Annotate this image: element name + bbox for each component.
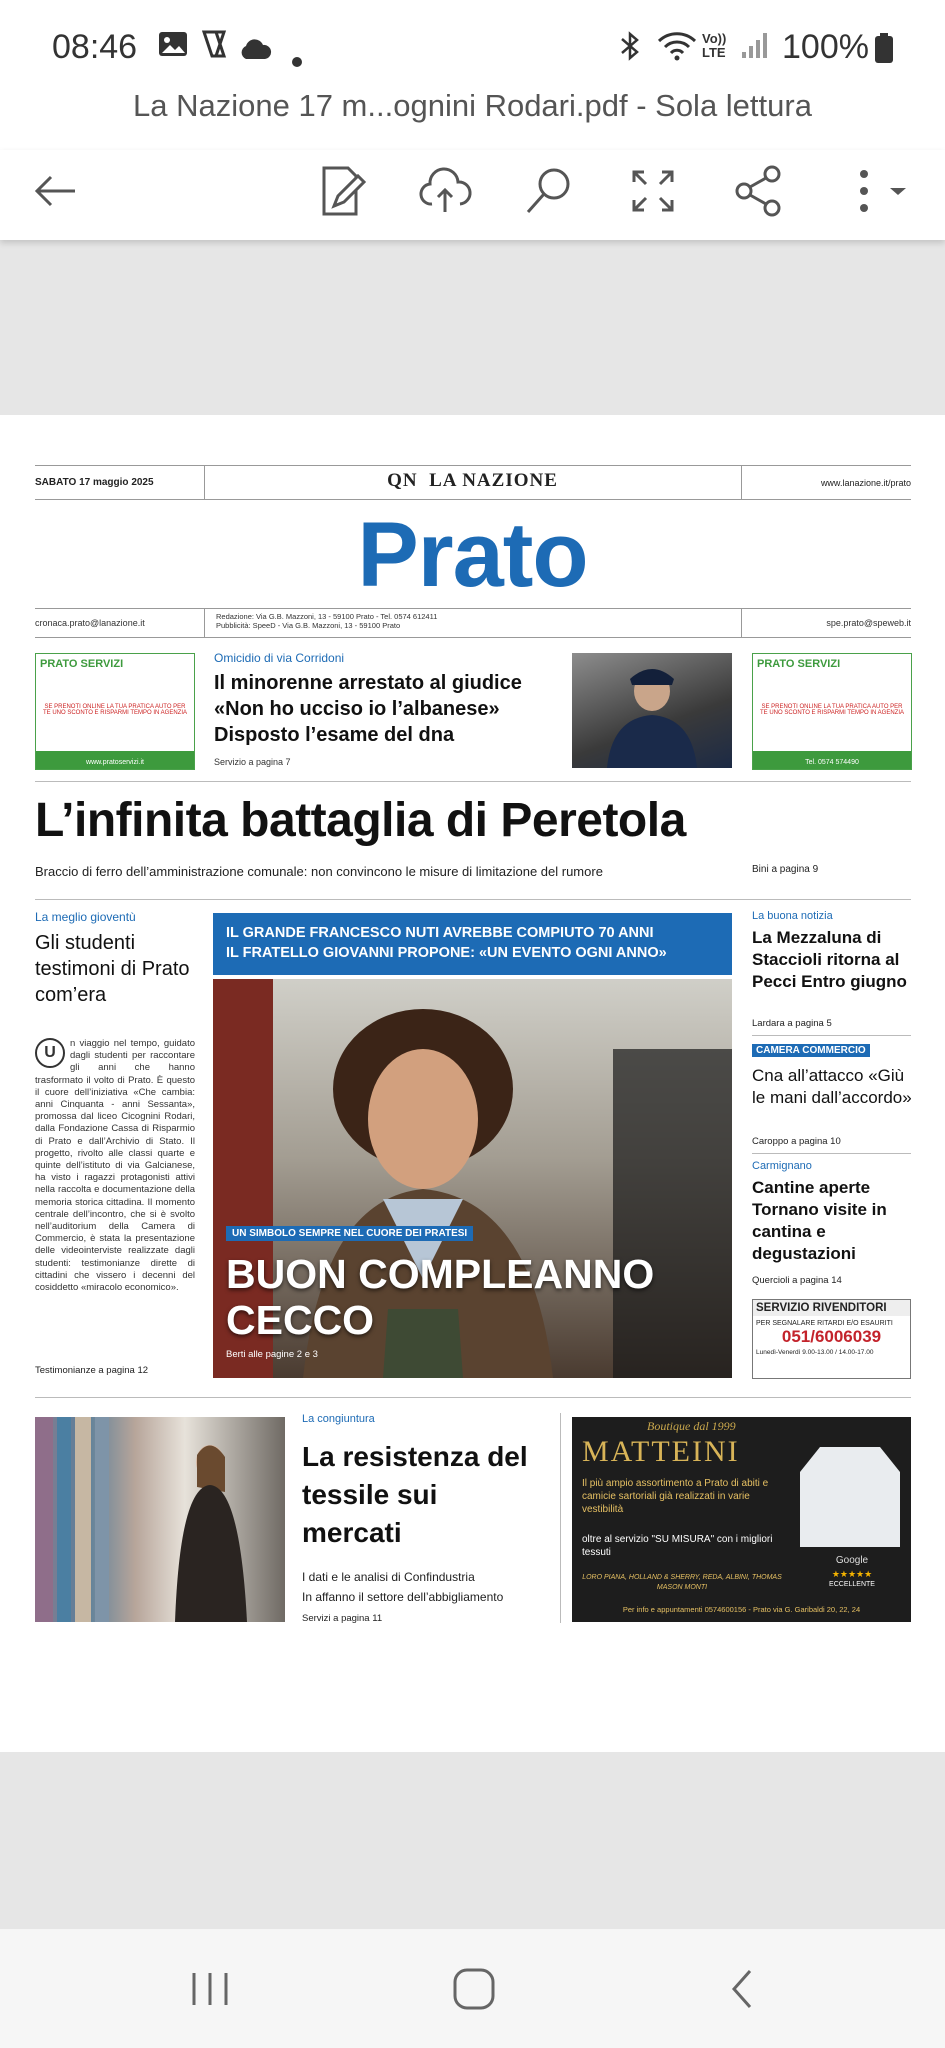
right-title-2: Cna all’attacco «Giù le mani dall’accordo» [752,1066,912,1107]
back-icon [25,160,87,222]
right-ref-2: Caroppo a pagina 10 [752,1136,841,1147]
bottom-kicker: La congiuntura [302,1413,375,1425]
battery-icon [874,32,894,69]
pdf-page[interactable] [0,415,945,1752]
status-time: 08:46 [52,28,138,66]
recents-button[interactable] [186,1969,236,2009]
right-title-1: La Mezzaluna di Staccioli ritorna al Pecci Entro giugno [752,928,907,991]
ad-prato-servizi-left: PRATO SERVIZI SE PRENOTI ONLINE LA TUA PRATICA AUTO PER TE UNO SCONTO E RISPARMI TEMPO IN AGENZIA www.pratoservizi.it [35,653,195,770]
edit-icon [310,160,372,222]
volte-icon: Vo)) LTE [702,31,727,60]
home-icon [452,1967,496,2011]
edition-city: Prato [357,504,588,606]
edit-button[interactable] [310,160,372,222]
left-ref: Testimonianze a pagina 12 [35,1365,149,1376]
cloud-upload-button[interactable] [414,160,476,222]
share-icon [728,160,790,222]
back-nav-icon [722,1967,762,2011]
cloud-upload-icon [414,160,476,222]
bottom-title: La resistenza del tessile sui mercati [302,1441,528,1548]
back-button[interactable] [25,160,87,222]
right-kicker-3: Carmignano [752,1160,812,1172]
recents-icon [186,1969,236,2009]
redazione-info: Redazione: Via G.B. Mazzoni, 13 - 59100 Prato - Tel. 0574 612411 Pubblicità: SpeeD - Via G.B. Mazzoni, 13 - 59100 Prato [216,612,438,630]
textile-photo [35,1417,285,1622]
top-story-headline: Il minorenne arrestato al giudice «Non ho ucciso io l’albanese» Disposto l’esame del dna [214,672,522,746]
bottom-ref: Servizi a pagina 11 [302,1613,383,1624]
newspaper-brand: QN LA NAZIONE [387,470,558,491]
dot-icon [291,42,303,76]
shirt-image [800,1447,900,1547]
bluetooth-icon [618,30,642,70]
fullscreen-icon [622,160,684,222]
email-pubblicita: spe.prato@speweb.it [826,618,911,628]
main-headline: L’infinita battaglia di Peretola [35,794,686,847]
share-button[interactable] [728,160,790,222]
copilot-icon [198,30,230,66]
newspaper-website: www.lanazione.it/prato [820,478,911,488]
ad-prato-servizi-right: PRATO SERVIZI SE PRENOTI ONLINE LA TUA PRATICA AUTO PER TE UNO SCONTO E RISPARMI TEMPO IN AGENZIA Tel. 0574 574490 [752,653,912,770]
ad-matteini: Boutique dal 1999 MATTEINI Il più ampio assortimento a Prato di abiti e camicie sartoriali già realizzati in varie vestibilità oltre al servizio "SU MISURA" con i migliori tessuti LORO PIANA, HOLLAND & SHERRY, REDA, ALBINI, THOMAS MASON MONTI Google ★★★★★ ECCELLENTE Per info e appuntamenti 0574600156 - Prato via G. Garibaldi 20, 22, 24 [572,1417,911,1622]
service-box: SERVIZIO RIVENDITORI PER SEGNALARE RITARDI E/O ESAURITI 051/6006039 Lunedì-Venerdì 9.00-13.00 / 14.00-17.00 [752,1299,911,1379]
right-title-3: Cantine aperte Tornano visite in cantina e degustazioni [752,1178,887,1263]
title-bar [0,88,945,150]
cloud-icon [238,34,272,68]
right-ref-1: Lardara a pagina 5 [752,1018,832,1029]
left-kicker: La meglio gioventù [35,910,136,924]
navigation-bar [0,1929,945,2048]
feature-title: BUON COMPLEANNO CECCO [226,1251,655,1343]
battery-level: 100% [782,28,869,66]
feature-ref: Berti alle pagine 2 e 3 [226,1349,318,1360]
home-button[interactable] [452,1967,496,2011]
main-subheadline: Braccio di ferro dell’amministrazione comunale: non convincono le misure di limitazione del rumore [35,864,603,879]
top-story-kicker: Omicidio di via Corridoni [214,651,345,665]
signal-icon [740,30,770,68]
gallery-icon [158,30,188,66]
rating-stars: ★★★★★ [831,1569,873,1579]
bottom-sub: I dati e le analisi di Confindustria In affanno il settore dell’abbigliamento [302,1570,504,1604]
issue-date: SABATO 17 maggio 2025 [35,477,154,488]
right-ref-3: Quercioli a pagina 14 [752,1275,842,1286]
wifi-icon [656,30,698,70]
feature-label: UN SIMBOLO SEMPRE NEL CUORE DEI PRATESI [226,1226,473,1241]
right-kicker-2: CAMERA COMMERCIO [752,1044,870,1057]
feature-banner-text: IL GRANDE FRANCESCO NUTI AVREBBE COMPIUTO 70 ANNI IL FRATELLO GIOVANNI PROPONE: «UN EVENTO OGNI ANNO» [226,925,667,961]
search-icon [518,160,580,222]
status-bar [0,0,945,88]
document-title: La Nazione 17 m...ognini Rodari.pdf - Sola lettura [133,88,812,123]
left-title: Gli studenti testimoni di Prato com’era [35,932,190,1006]
left-article-body: U n viaggio nel tempo, guidato dagli studenti per raccontare gli anni che hanno trasformato il volto di Prato. È questo il cuore dell’iniziativa «Che cambia: anni Cinquanta - anni Sessanta», promossa dal liceo Cicognini Rodari, dalla Fondazione Cassa di Risparmio di Prato e dall’Archivio di Stato. Il progetto, rivolto alle classi quarte e quinte dell’istituto di via Galcianese, ha visto i ragazzi protagonisti attivi nella raccolta e documentazione della memoria storica cittadina. Il momento centrale dell’incontro, che si è svolto nell’auditorium della Camera di Commercio, è stata la presentazione delle videointerviste realizzate dagli studenti: testimonianze dirette di cittadini che vissero i decenni del cosiddetto «miracolo economico». [35,1038,195,1294]
right-kicker-1: La buona notizia [752,910,833,922]
more-icon [840,160,920,222]
email-redazione: cronaca.prato@lanazione.it [35,618,145,628]
back-nav-button[interactable] [722,1967,762,2011]
main-ref: Bini a pagina 9 [752,864,819,875]
more-button[interactable] [840,160,920,222]
top-story-ref: Servizio a pagina 7 [214,757,291,767]
fullscreen-button[interactable] [622,160,684,222]
search-button[interactable] [518,160,580,222]
police-photo [572,653,732,768]
toolbar [0,150,945,240]
